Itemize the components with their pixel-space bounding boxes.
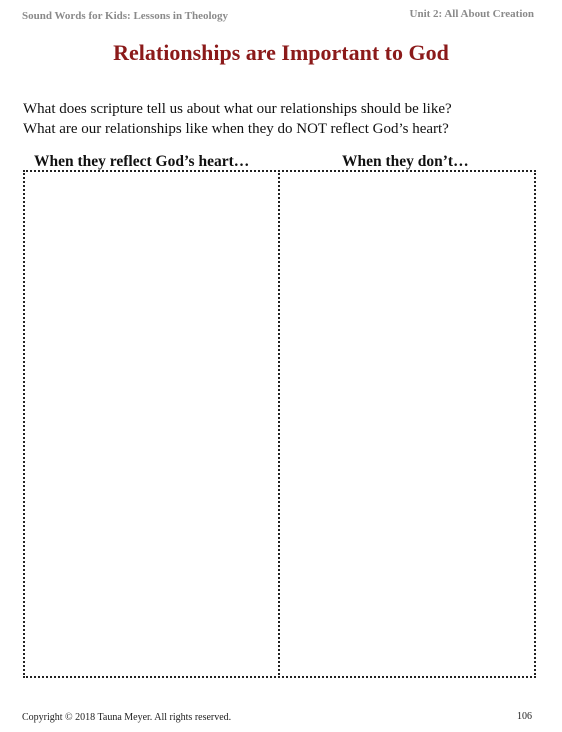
header-unit-title: Unit 2: All About Creation — [409, 8, 534, 20]
dont-reflect-writing-box[interactable] — [278, 170, 536, 678]
footer-page-number: 106 — [517, 711, 532, 722]
page-title: Relationships are Important to God — [113, 40, 449, 65]
column-heading-dont: When they don’t… — [342, 153, 469, 170]
header-course-title: Sound Words for Kids: Lessons in Theology — [22, 10, 229, 22]
questions-block — [23, 99, 452, 139]
question-2: What are our relationships like when they do NOT reflect God’s heart? — [23, 121, 449, 137]
footer-copyright: Copyright © 2018 Tauna Meyer. All rights reserved. — [22, 712, 232, 723]
column-heading-reflect: When they reflect God’s heart… — [34, 153, 250, 170]
reflect-heart-writing-box[interactable] — [23, 170, 280, 678]
question-1: What does scripture tell us about what our relationships should be like? — [23, 101, 452, 117]
